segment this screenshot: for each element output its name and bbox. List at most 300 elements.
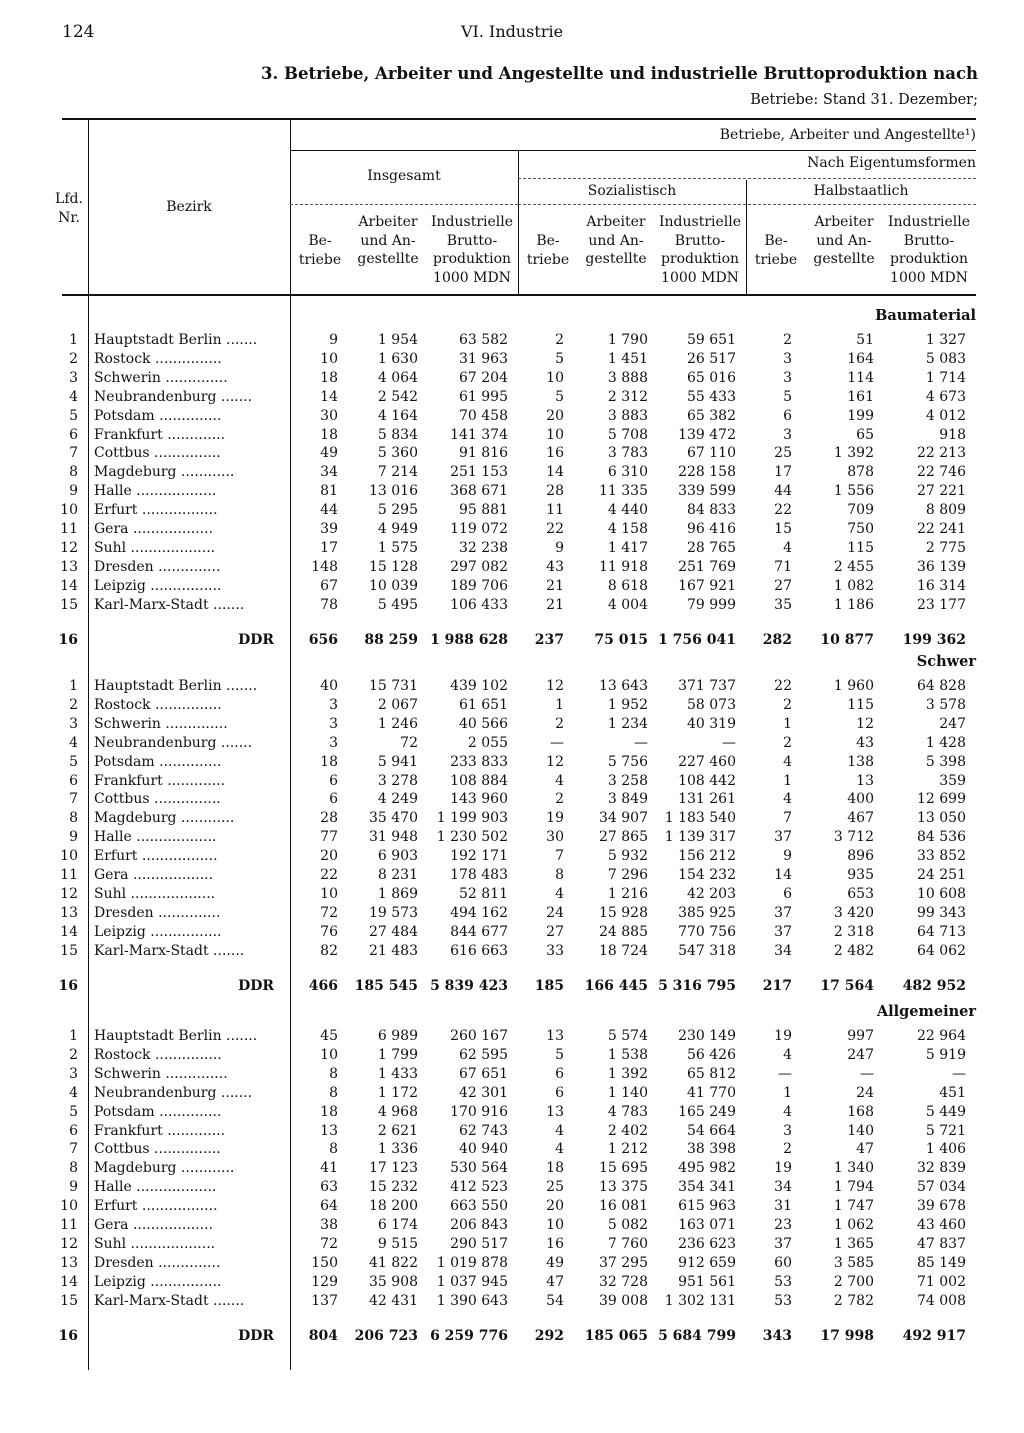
cell-value: 82 bbox=[320, 942, 338, 959]
cell-value: 1 451 bbox=[607, 350, 648, 367]
cell-value: 31 948 bbox=[369, 829, 418, 846]
row-number: 5 bbox=[69, 1103, 78, 1120]
cell-value: 141 374 bbox=[450, 426, 508, 443]
cell-value: 65 bbox=[856, 426, 874, 443]
header-eigentumsformen: Nach Eigentumsformen bbox=[807, 155, 976, 171]
table-row bbox=[0, 790, 1024, 809]
section-heading: Baumaterial bbox=[875, 307, 976, 324]
cell-value: 38 398 bbox=[687, 1141, 736, 1158]
table-row bbox=[0, 1084, 1024, 1103]
cell-value: 37 bbox=[774, 923, 792, 940]
cell-value: 227 460 bbox=[678, 753, 736, 770]
cell-value: 467 bbox=[847, 810, 874, 827]
cell-value: 6 bbox=[329, 772, 338, 789]
cell-value: 2 bbox=[783, 696, 792, 713]
cell-value: 3 585 bbox=[833, 1254, 874, 1271]
cell-value: 64 828 bbox=[917, 678, 966, 694]
cell-value: 24 bbox=[546, 904, 564, 921]
cell-value: 76 bbox=[320, 923, 338, 940]
cell-value: 482 952 bbox=[902, 977, 966, 994]
table-row bbox=[0, 809, 1024, 828]
row-number: 4 bbox=[69, 734, 78, 751]
cell-value: 5 756 bbox=[607, 753, 648, 770]
cell-value: 8 bbox=[329, 1084, 338, 1101]
cell-value: 3 bbox=[783, 369, 792, 386]
row-number: 2 bbox=[69, 350, 78, 367]
cell-value: 72 bbox=[400, 734, 418, 751]
header-bottom-rule bbox=[62, 294, 976, 296]
row-number: 13 bbox=[60, 904, 78, 921]
cell-value: 37 bbox=[774, 829, 792, 846]
bezirk-name: Schwerin .............. bbox=[94, 1065, 228, 1082]
cell-value: 27 484 bbox=[369, 923, 418, 940]
cell-value: 11 918 bbox=[599, 558, 648, 575]
cell-value: 653 bbox=[847, 885, 874, 902]
cell-value: 37 bbox=[774, 904, 792, 921]
cell-value: 67 110 bbox=[687, 445, 736, 462]
table-row bbox=[0, 904, 1024, 923]
cell-value: 178 483 bbox=[450, 867, 508, 883]
cell-value: 81 bbox=[320, 483, 338, 500]
header-insgesamt: Insgesamt bbox=[367, 168, 441, 184]
cell-value: 3 bbox=[329, 715, 338, 732]
cell-value: 3 888 bbox=[607, 369, 648, 386]
cell-value: 138 bbox=[847, 753, 874, 770]
cell-value: 164 bbox=[847, 350, 874, 367]
table-row bbox=[0, 388, 1024, 407]
cell-value: 6 bbox=[783, 885, 792, 902]
cell-value: 18 bbox=[320, 753, 338, 770]
cell-value: 6 bbox=[555, 1065, 564, 1082]
cell-value: 39 008 bbox=[599, 1292, 648, 1309]
header-produktion-2: Industrielle Brutto- produktion 1000 MDN bbox=[658, 214, 742, 286]
cell-value: 6 bbox=[783, 407, 792, 424]
cell-value: 3 bbox=[783, 426, 792, 443]
cell-value: 2 bbox=[555, 332, 564, 348]
cell-value: 99 343 bbox=[917, 904, 966, 921]
cell-value: 26 517 bbox=[687, 350, 736, 367]
table-row bbox=[0, 463, 1024, 482]
cell-value: 14 bbox=[320, 388, 338, 405]
cell-value: 51 bbox=[856, 332, 874, 348]
bezirk-name: Leipzig ................ bbox=[94, 1273, 222, 1290]
cell-value: 43 460 bbox=[917, 1217, 966, 1233]
table-row bbox=[0, 444, 1024, 463]
cell-value: 39 678 bbox=[917, 1198, 966, 1215]
cell-value: 4 bbox=[783, 539, 792, 556]
table-row bbox=[0, 923, 1024, 942]
cell-value: 18 bbox=[320, 426, 338, 443]
cell-value: 19 bbox=[546, 810, 564, 827]
cell-value: 53 bbox=[774, 1273, 792, 1290]
cell-value: 5 834 bbox=[377, 426, 418, 443]
table-row bbox=[0, 1235, 1024, 1254]
cell-value: 61 995 bbox=[459, 388, 508, 405]
cell-value: 10 bbox=[546, 1217, 564, 1233]
header-produktion-1: Industrielle Brutto- produktion 1000 MDN bbox=[430, 214, 514, 286]
cell-value: 217 bbox=[762, 977, 792, 994]
bezirk-name: Schwerin .............. bbox=[94, 369, 228, 386]
cell-value: 16 314 bbox=[917, 577, 966, 594]
cell-value: 412 523 bbox=[450, 1179, 508, 1196]
header-sozialistisch: Sozialistisch bbox=[587, 183, 677, 199]
cell-value: 230 149 bbox=[678, 1028, 736, 1044]
cell-value: 56 426 bbox=[687, 1046, 736, 1063]
row-number: 10 bbox=[60, 1198, 78, 1215]
cell-value: 11 335 bbox=[599, 483, 648, 500]
cell-value: 1 433 bbox=[377, 1065, 418, 1082]
cell-value: 844 677 bbox=[450, 923, 508, 940]
cell-value: 2 482 bbox=[833, 942, 874, 959]
cell-value: 1 630 bbox=[377, 350, 418, 367]
row-number: 11 bbox=[60, 867, 78, 883]
cell-value: 96 416 bbox=[687, 521, 736, 537]
cell-value: 709 bbox=[847, 502, 874, 519]
cell-value: 7 296 bbox=[607, 867, 648, 883]
bezirk-name: Erfurt ................. bbox=[94, 848, 218, 865]
table-row bbox=[0, 596, 1024, 615]
cell-value: 2 067 bbox=[377, 696, 418, 713]
cell-value: 1 234 bbox=[607, 715, 648, 732]
row-number: 11 bbox=[60, 521, 78, 537]
cell-value: 292 bbox=[534, 1327, 564, 1344]
header-betriebe-2: Be- triebe bbox=[526, 233, 570, 268]
bezirk-name: Halle .................. bbox=[94, 829, 217, 846]
cell-value: 42 301 bbox=[459, 1084, 508, 1101]
cell-value: 34 907 bbox=[599, 810, 648, 827]
cell-value: 12 699 bbox=[917, 791, 966, 808]
cell-value: 1 799 bbox=[377, 1046, 418, 1063]
cell-value: 19 bbox=[774, 1160, 792, 1177]
table-row bbox=[0, 1140, 1024, 1159]
cell-value: 18 bbox=[546, 1160, 564, 1177]
cell-value: 439 102 bbox=[450, 678, 508, 694]
cell-value: 2 621 bbox=[377, 1122, 418, 1139]
cell-value: 1 952 bbox=[607, 696, 648, 713]
bezirk-name: Halle .................. bbox=[94, 1179, 217, 1196]
table-row bbox=[0, 696, 1024, 715]
cell-value: 20 bbox=[320, 848, 338, 865]
cell-value: 13 016 bbox=[369, 483, 418, 500]
cell-value: 16 bbox=[546, 445, 564, 462]
cell-value: 4 249 bbox=[377, 791, 418, 808]
cell-value: 192 171 bbox=[450, 848, 508, 865]
cell-value: 129 bbox=[311, 1273, 338, 1290]
cell-value: 108 884 bbox=[450, 772, 508, 789]
cell-value: 2 402 bbox=[607, 1122, 648, 1139]
cell-value: 36 139 bbox=[917, 558, 966, 575]
cell-value: 84 536 bbox=[917, 829, 966, 846]
cell-value: 41 822 bbox=[369, 1254, 418, 1271]
bezirk-name: Neubrandenburg ....... bbox=[94, 1084, 253, 1101]
cell-value: 4 164 bbox=[377, 407, 418, 424]
cell-value: 170 916 bbox=[450, 1103, 508, 1120]
cell-value: 32 238 bbox=[459, 539, 508, 556]
bezirk-name: Erfurt ................. bbox=[94, 1198, 218, 1215]
cell-value: 44 bbox=[774, 483, 792, 500]
table-row bbox=[0, 885, 1024, 904]
cell-value: 10 bbox=[546, 369, 564, 386]
cell-value: 154 232 bbox=[678, 867, 736, 883]
header-betriebe-3: Be- triebe bbox=[754, 233, 798, 268]
row-number: 8 bbox=[69, 464, 78, 481]
cell-value: 17 bbox=[774, 464, 792, 481]
bezirk-name: Neubrandenburg ....... bbox=[94, 388, 253, 405]
cell-value: 19 573 bbox=[369, 904, 418, 921]
cell-value: 115 bbox=[847, 539, 874, 556]
cell-value: 57 034 bbox=[917, 1179, 966, 1196]
cell-value: 1 bbox=[783, 772, 792, 789]
bezirk-name: Dresden .............. bbox=[94, 1254, 221, 1271]
cell-value: 6 bbox=[329, 791, 338, 808]
cell-value: 237 bbox=[534, 631, 564, 648]
cell-value: 9 bbox=[555, 539, 564, 556]
cell-value: 1 747 bbox=[833, 1198, 874, 1215]
cell-value: 1 714 bbox=[925, 369, 966, 386]
cell-value: 22 bbox=[546, 521, 564, 537]
cell-value: 2 bbox=[555, 715, 564, 732]
bezirk-name: Rostock ............... bbox=[94, 696, 222, 713]
row-number: 14 bbox=[60, 1273, 78, 1290]
cell-value: 77 bbox=[320, 829, 338, 846]
bezirk-name: Potsdam .............. bbox=[94, 407, 222, 424]
cell-value: 3 bbox=[783, 350, 792, 367]
cell-value: 3 bbox=[329, 696, 338, 713]
cell-value: 15 128 bbox=[369, 558, 418, 575]
cell-value: 770 756 bbox=[678, 923, 736, 940]
row-number: 9 bbox=[69, 1179, 78, 1196]
cell-value: 5 839 423 bbox=[430, 977, 508, 994]
cell-value: 27 221 bbox=[917, 483, 966, 500]
table-row bbox=[0, 558, 1024, 577]
cell-value: 22 213 bbox=[917, 445, 966, 462]
bezirk-name: Potsdam .............. bbox=[94, 753, 222, 770]
cell-value: 8 809 bbox=[925, 502, 966, 519]
cell-value: 28 bbox=[546, 483, 564, 500]
cell-value: 951 561 bbox=[678, 1273, 736, 1290]
table-row bbox=[0, 715, 1024, 734]
cell-value: 1 183 540 bbox=[664, 810, 736, 827]
cell-value: 65 382 bbox=[687, 407, 736, 424]
table-row bbox=[0, 482, 1024, 501]
cell-value: 1 172 bbox=[377, 1084, 418, 1101]
rule-group bbox=[290, 150, 976, 151]
header-halbstaatlich: Halbstaatlich bbox=[813, 183, 909, 199]
cell-value: 60 bbox=[774, 1254, 792, 1271]
cell-value: 400 bbox=[847, 791, 874, 808]
cell-value: 4 bbox=[555, 772, 564, 789]
table-total-row bbox=[0, 977, 1024, 996]
cell-value: 85 149 bbox=[917, 1254, 966, 1271]
bezirk-name: Cottbus ............... bbox=[94, 1141, 221, 1158]
cell-value: 1 bbox=[783, 1084, 792, 1101]
cell-value: 64 713 bbox=[917, 923, 966, 940]
cell-value: 251 769 bbox=[678, 558, 736, 575]
cell-value: — bbox=[860, 1065, 874, 1082]
cell-value: 1 327 bbox=[925, 332, 966, 348]
row-number: 3 bbox=[69, 369, 78, 386]
cell-value: 1 790 bbox=[607, 332, 648, 348]
cell-value: 7 214 bbox=[377, 464, 418, 481]
cell-value: 13 050 bbox=[917, 810, 966, 827]
cell-value: 5 316 795 bbox=[658, 977, 736, 994]
cell-value: 2 bbox=[555, 791, 564, 808]
cell-value: — bbox=[634, 734, 648, 751]
cell-value: 4 004 bbox=[607, 596, 648, 613]
cell-value: 25 bbox=[774, 445, 792, 462]
cell-value: 2 055 bbox=[467, 734, 508, 751]
cell-value: 91 816 bbox=[459, 445, 508, 462]
cell-value: 15 731 bbox=[369, 678, 418, 694]
cell-value: 997 bbox=[847, 1028, 874, 1044]
cell-value: 5 941 bbox=[377, 753, 418, 770]
cell-value: 119 072 bbox=[450, 521, 508, 537]
bezirk-name: Karl-Marx-Stadt ....... bbox=[94, 596, 245, 613]
cell-value: 8 bbox=[555, 867, 564, 883]
row-number: 6 bbox=[69, 1122, 78, 1139]
cell-value: 5 919 bbox=[925, 1046, 966, 1063]
cell-value: 15 bbox=[774, 521, 792, 537]
cell-value: 33 bbox=[546, 942, 564, 959]
cell-value: 59 651 bbox=[687, 332, 736, 348]
cell-value: 14 bbox=[774, 867, 792, 883]
row-number: 15 bbox=[60, 1292, 78, 1309]
bezirk-name: Magdeburg ............ bbox=[94, 464, 235, 481]
table-row bbox=[0, 828, 1024, 847]
cell-value: 55 433 bbox=[687, 388, 736, 405]
row-number: 6 bbox=[69, 426, 78, 443]
cell-value: 1 392 bbox=[607, 1065, 648, 1082]
cell-value: 72 bbox=[320, 904, 338, 921]
cell-value: 22 964 bbox=[917, 1028, 966, 1044]
cell-value: 47 bbox=[856, 1141, 874, 1158]
cell-value: 163 071 bbox=[678, 1217, 736, 1233]
cell-value: 1 140 bbox=[607, 1084, 648, 1101]
row-number: 16 bbox=[58, 1327, 78, 1344]
cell-value: 5 398 bbox=[925, 753, 966, 770]
cell-value: 31 963 bbox=[459, 350, 508, 367]
cell-value: 19 bbox=[774, 1028, 792, 1044]
cell-value: 495 982 bbox=[678, 1160, 736, 1177]
cell-value: 2 455 bbox=[833, 558, 874, 575]
header-arbeiter-1: Arbeiter und An- gestellte bbox=[357, 214, 419, 267]
cell-value: 168 bbox=[847, 1103, 874, 1120]
cell-value: 1 199 903 bbox=[436, 810, 508, 827]
cell-value: 42 203 bbox=[687, 885, 736, 902]
bezirk-name: Dresden .............. bbox=[94, 558, 221, 575]
cell-value: 5 360 bbox=[377, 445, 418, 462]
cell-value: 21 bbox=[546, 596, 564, 613]
cell-value: 75 015 bbox=[594, 631, 648, 648]
cell-value: 206 723 bbox=[354, 1327, 418, 1344]
cell-value: 43 bbox=[546, 558, 564, 575]
cell-value: 40 319 bbox=[687, 715, 736, 732]
cell-value: 5 bbox=[555, 1046, 564, 1063]
cell-value: 32 839 bbox=[917, 1160, 966, 1177]
cell-value: 24 885 bbox=[599, 923, 648, 940]
cell-value: 137 bbox=[311, 1292, 338, 1309]
cell-value: 492 917 bbox=[902, 1327, 966, 1344]
cell-value: 1 336 bbox=[377, 1141, 418, 1158]
cell-value: 4 bbox=[555, 1141, 564, 1158]
cell-value: 547 318 bbox=[678, 942, 736, 959]
cell-value: 37 295 bbox=[599, 1254, 648, 1271]
cell-value: 1 082 bbox=[833, 577, 874, 594]
cell-value: 131 261 bbox=[678, 791, 736, 808]
cell-value: 1 575 bbox=[377, 539, 418, 556]
cell-value: 24 251 bbox=[917, 867, 966, 883]
cell-value: 1 212 bbox=[607, 1141, 648, 1158]
table-row bbox=[0, 350, 1024, 369]
cell-value: 139 472 bbox=[678, 426, 736, 443]
cell-value: 53 bbox=[774, 1292, 792, 1309]
cell-value: 79 999 bbox=[687, 596, 736, 613]
cell-value: 206 843 bbox=[450, 1217, 508, 1233]
cell-value: 18 bbox=[320, 369, 338, 386]
cell-value: 7 bbox=[555, 848, 564, 865]
row-number: 1 bbox=[69, 678, 78, 694]
cell-value: 71 002 bbox=[917, 1273, 966, 1290]
table-row bbox=[0, 501, 1024, 520]
table-row bbox=[0, 369, 1024, 388]
cell-value: 34 bbox=[320, 464, 338, 481]
cell-value: 30 bbox=[320, 407, 338, 424]
cell-value: 161 bbox=[847, 388, 874, 405]
cell-value: 1 365 bbox=[833, 1235, 874, 1252]
running-head: VI. Industrie bbox=[460, 22, 564, 41]
table-row bbox=[0, 1254, 1024, 1273]
cell-value: 13 bbox=[856, 772, 874, 789]
row-number: 1 bbox=[69, 332, 78, 348]
cell-value: 251 153 bbox=[450, 464, 508, 481]
cell-value: 1 186 bbox=[833, 596, 874, 613]
cell-value: 3 883 bbox=[607, 407, 648, 424]
cell-value: 4 bbox=[783, 753, 792, 770]
cell-value: 65 812 bbox=[687, 1065, 736, 1082]
cell-value: 6 174 bbox=[377, 1217, 418, 1233]
cell-value: 1 340 bbox=[833, 1160, 874, 1177]
cell-value: 166 445 bbox=[584, 977, 648, 994]
bezirk-name: Gera .................. bbox=[94, 521, 214, 537]
cell-value: 10 bbox=[320, 350, 338, 367]
cell-value: 74 008 bbox=[917, 1292, 966, 1309]
table-title: 3. Betriebe, Arbeiter und Angestellte und industrielle Bruttoproduktion nach bbox=[261, 64, 978, 83]
cell-value: 3 578 bbox=[925, 696, 966, 713]
cell-value: 4 949 bbox=[377, 521, 418, 537]
cell-value: 1 302 131 bbox=[664, 1292, 736, 1309]
cell-value: 1 538 bbox=[607, 1046, 648, 1063]
cell-value: 47 837 bbox=[917, 1235, 966, 1252]
bezirk-name: Rostock ............... bbox=[94, 350, 222, 367]
cell-value: 27 865 bbox=[599, 829, 648, 846]
page-number: 124 bbox=[62, 22, 95, 42]
cell-value: 385 925 bbox=[678, 904, 736, 921]
cell-value: 4 968 bbox=[377, 1103, 418, 1120]
cell-value: 1 139 317 bbox=[664, 829, 736, 846]
cell-value: 878 bbox=[847, 464, 874, 481]
cell-value: 1 246 bbox=[377, 715, 418, 732]
cell-value: 260 167 bbox=[450, 1028, 508, 1044]
cell-value: 32 728 bbox=[599, 1273, 648, 1290]
cell-value: 1 230 502 bbox=[436, 829, 508, 846]
table-subtitle: Betriebe: Stand 31. Dezember; bbox=[750, 92, 978, 108]
row-number: 13 bbox=[60, 1254, 78, 1271]
cell-value: 35 908 bbox=[369, 1273, 418, 1290]
cell-value: 4 064 bbox=[377, 369, 418, 386]
cell-value: 656 bbox=[308, 631, 338, 648]
cell-value: 189 706 bbox=[450, 577, 508, 594]
cell-value: 150 bbox=[311, 1254, 338, 1271]
